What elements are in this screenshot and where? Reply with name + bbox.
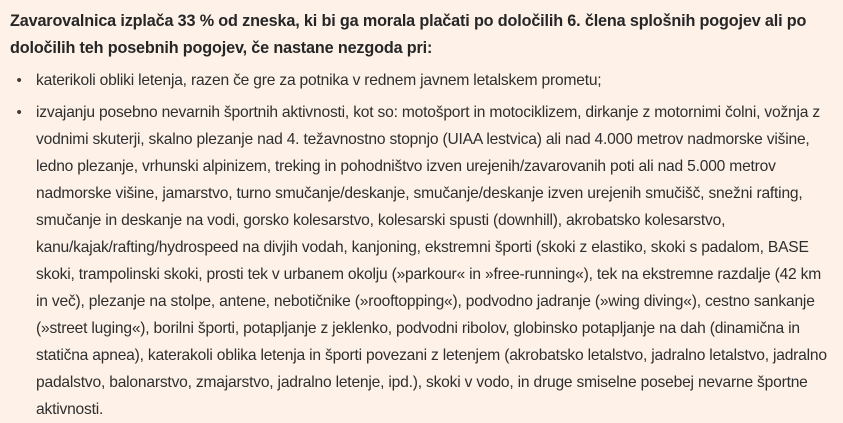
list-item-text: katerikoli obliki letenja, razen če gre za potnika v rednem javnem letalskem prometu; bbox=[36, 72, 602, 89]
list-item-text: izvajanju posebno nevarnih športnih aktivnosti, kot so: motošport in motociklizem, dirkanje z motornimi čolni, vožnja z vodnimi skuterji, skalno plezanje nad 4. težavnostno stopnjo (UIAA lestvica) ali nad 4.000 metrov nadmorske višine, ledno plezanje, vrhunski alpinizem, treking in pohodništvo izven urejenih/zavarovanih poti ali nad 5.000 metrov nadmorske višine, jamarstvo, turno smučanje/deskanje, smučanje/deskanje izven urejenih smučišč, snežni rafting, smučanje in deskanje na vodi, gorsko kolesarstvo, kolesarski spusti (downhill), akrobatsko kolesarstvo, kanu/kajak/rafting/hydrospeed na divjih vodah, kanjoning, ekstremni športi (skoki z elastiko, skoki s padalom, BASE skoki, trampolinski skoki, prosti tek v urbanem okolju (»parkour« in »free-running«), tek na ekstremne razdalje (42 km in več), plezanje na stolpe, antene, nebotičnike (»rooftopping«), podvodno jadranje (»wing diving«), cestno sankanje (»street luging«), borilni športi, potapljanje z jeklenko, podvodni ribolov, globinsko potapljanje na dah (dinamična in statična apnea), katerakoli oblika letenja in športi povezani z letenjem (akrobatsko letalstvo, jadralno letalstvo, jadralno padalstvo, balonarstvo, zmajarstvo, jadralno letenje, ipd.), skoki v vodo, in druge smiselne posebej nevarne športne aktivnosti. bbox=[36, 104, 827, 418]
bullet-icon: • bbox=[16, 72, 22, 89]
list-item bbox=[10, 67, 833, 94]
list-item bbox=[10, 99, 833, 423]
intro-paragraph: Zavarovalnica izplača 33 % od zneska, ki bi ga morala plačati po določilih 6. člena splošnih pogojev ali po določilih teh posebnih pogojev, če nastane nezgoda pri: bbox=[10, 12, 807, 57]
bullet-icon: • bbox=[16, 104, 22, 121]
bullet-list bbox=[10, 67, 833, 423]
